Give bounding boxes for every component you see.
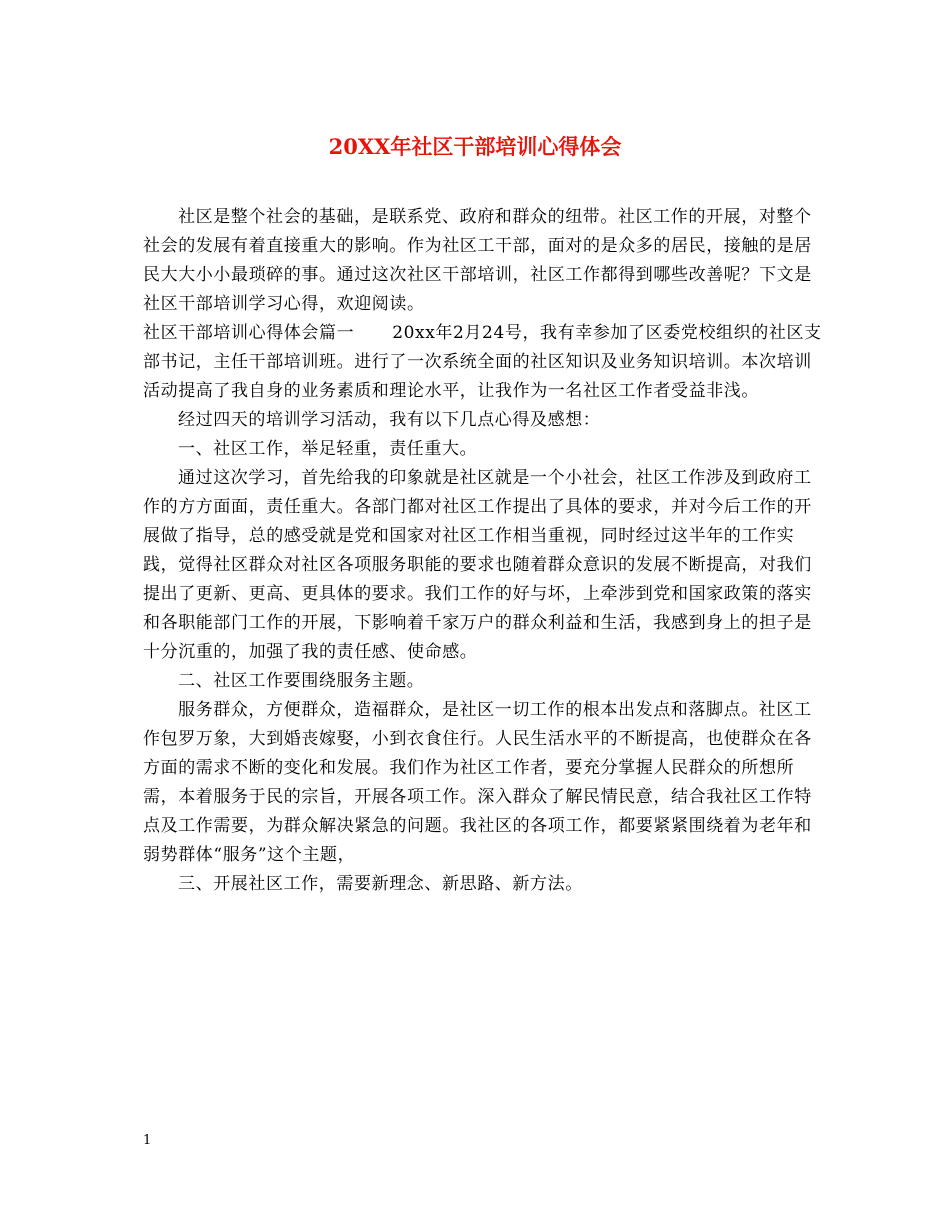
section-heading-1: 社区干部培训心得体会篇一 bbox=[143, 323, 355, 343]
section-body-1: 20xx年2月24号，我有幸参加了区委党校组织的社区支部书记，主任干部培训班。进行了一次系统全面的社区知识及业务知识培训。本次培训活动提高了我自身的业务素质和理论水平，让我作为一名社区工作者受益非浅。 bbox=[143, 323, 822, 401]
page-number: 1 bbox=[143, 1133, 152, 1148]
section-paragraph-1 bbox=[143, 319, 823, 406]
point-heading-3: 三、开展社区工作，需要新理念、新思路、新方法。 bbox=[178, 874, 583, 894]
document-title: 20XX年社区干部培训心得体会 bbox=[328, 134, 622, 159]
body-paragraph: 通过这次学习，首先给我的印象就是社区就是一个小社会，社区工作涉及到政府工作的方方面面，责任重大。各部门都对社区工作提出了具体的要求，并对今后工作的开展做了指导，总的感受就是党和国家对社区工作相当重视，同时经过这半年的工作实践，觉得社区群众对社区各项服务职能的要求也随着群众意识的发展不断提高，对我们提出了更新、更高、更具体的要求。我们工作的好与坏，上牵涉到党和国家政策的落实和各职能部门工作的开展，下影响着千家万户的群众利益和生活，我感到身上的担子是十分沉重的，加强了我的责任感、使命感。 bbox=[143, 468, 812, 662]
point-heading-1: 一、社区工作，举足轻重，责任重大。 bbox=[178, 439, 478, 459]
point-heading-2: 二、社区工作要围绕服务主题。 bbox=[178, 671, 425, 691]
document-body bbox=[143, 203, 823, 899]
body-paragraph: 服务群众，方便群众，造福群众，是社区一切工作的根本出发点和落脚点。社区工作包罗万象，大到婚丧嫁娶，小到衣食住行。人民生活水平的不断提高，也使群众在各方面的需求不断的变化和发展。我们作为社区工作者，要充分掌握人民群众的所想所需，本着服务于民的宗旨，开展各项工作。深入群众了解民情民意，结合我社区工作特点及工作需要，为群众解决紧急的问题。我社区的各项工作，都要紧紧围绕着为老年和弱势群体“服务”这个主题， bbox=[143, 700, 812, 865]
body-paragraph: 经过四天的培训学习活动，我有以下几点心得及感想： bbox=[178, 410, 601, 430]
intro-paragraph: 社区是整个社会的基础，是联系党、政府和群众的纽带。社区工作的开展，对整个社会的发展有着直接重大的影响。作为社区工干部，面对的是众多的居民，接触的是居民大大小小最琐碎的事。通过这次社区干部培训，社区工作都得到哪些改善呢？下文是社区干部培训学习心得，欢迎阅读。 bbox=[143, 207, 812, 314]
